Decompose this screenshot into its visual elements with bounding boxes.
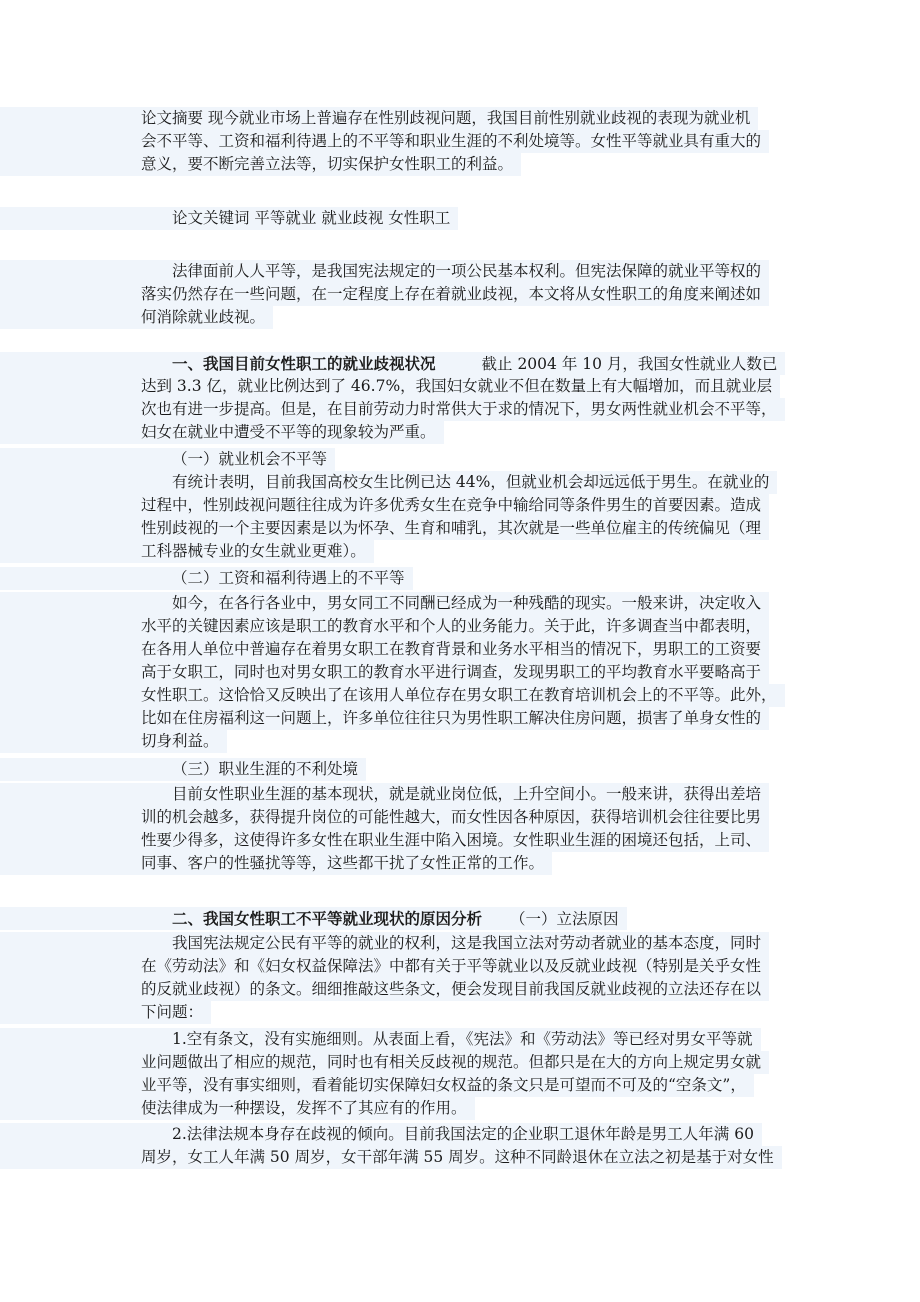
subsection1-title: （一）就业机会不平等 [0,448,335,471]
section1-line: 次也有进一步提高。但是，在目前劳动力时常供大于求的情况下，男女两性就业机会不平等， [0,398,785,421]
subsection1-line: 工科器械专业的女生就业更难）。 [0,540,374,563]
abstract-line: 意义，要不断完善立法等，切实保护女性职工的利益。 [0,153,521,176]
section2-line: 在《劳动法》和《妇女权益保障法》中都有关于平等就业以及反就业歧视（特别是关乎女性 [0,955,769,978]
intro-line: 何消除就业歧视。 [0,306,273,329]
section2-line: 我国宪法规定公民有平等的就业的权利，这是我国立法对劳动者就业的基本态度，同时 [0,932,769,955]
section1-title: 一、我国目前女性职工的就业歧视状况 [172,354,436,373]
subsection3-title: （三）职业生涯的不利处境 [0,758,366,781]
subsection2-line: 比如在住房福利这一问题上，许多单位往往只为男性职工解决住房问题，损害了单身女性的 [0,707,769,730]
abstract-line: 会不平等、工资和福利待遇上的不平等和职业生涯的不利处境等。女性平等就业具有重大的 [0,130,769,153]
point1-line: 业平等，没有事实细则，看着能切实保障妇女权益的条文只是可望而不可及的“空条文”， [0,1074,754,1097]
subsection2-line: 高于女职工，同时也对男女职工的教育水平进行调查，发现男职工的平均教育水平要略高于 [0,661,769,684]
subsection3-line: 目前女性职业生涯的基本现状，就是就业岗位低，上升空间小。一般来讲，获得出差培 [0,783,769,806]
intro-line: 落实仍然存在一些问题，在一定程度上存在着就业歧视，本文将从女性职工的角度来阐述如 [0,283,769,306]
section2-subtitle: （一）立法原因 [510,910,619,928]
section2-title: 二、我国女性职工不平等就业现状的原因分析 [172,909,483,928]
section1-heading-line [0,352,785,375]
subsection1-line: 过程中，性别歧视问题往往成为许多优秀女生在竞争中输给同等条件男生的首要因素。造成 [0,494,769,517]
keywords-line: 论文关键词 平等就业 就业歧视 女性职工 [0,207,458,230]
point1-line: 1.空有条文，没有实施细则。从表面上看，《宪法》和《劳动法》等已经对男女平等就 [0,1028,761,1051]
abstract-line: 论文摘要 现今就业市场上普遍存在性别歧视问题，我国目前性别就业歧视的表现为就业机 [0,107,758,130]
section1-lead: 截止 2004 年 10 月，我国女性就业人数已 [481,355,778,373]
subsection2-line: 切身利益。 [0,730,227,753]
subsection2-title: （二）工资和福利待遇上的不平等 [0,567,413,590]
section2-heading-line [0,907,627,930]
section2-line: 的反就业歧视）的条文。细细推敲这些条文，便会发现目前我国反就业歧视的立法还存在以 [0,978,769,1001]
section1-line: 妇女在就业中遭受不平等的现象较为严重。 [0,421,444,444]
subsection3-line: 同事、客户的性骚扰等等，这些都干扰了女性正常的工作。 [0,852,552,875]
point2-line: 周岁，女工人年满 50 周岁，女干部年满 55 周岁。这种不同龄退休在立法之初是基于对女性 [0,1146,782,1169]
section1-line: 达到 3.3 亿，就业比例达到了 46.7%，我国妇女就业不但在数量上有大幅增加，而且就业层 [0,375,780,398]
point1-line: 业问题做出了相应的规范，同时也有相关反歧视的规范。但都只是在大的方向上规定男女就 [0,1051,769,1074]
subsection2-line: 如今，在各行各业中，男女同工不同酬已经成为一种残酷的现实。一般来讲，决定收入 [0,592,769,615]
subsection2-line: 水平的关键因素应该是职工的教育水平和个人的业务能力。关于此，许多调查当中都表明， [0,615,769,638]
section2-line: 下问题： [0,1001,211,1024]
subsection2-line: 在各用人单位中普遍存在着男女职工在教育背景和业务水平相当的情况下，男职工的工资要 [0,638,769,661]
point1-line: 使法律成为一种摆设，发挥不了其应有的作用。 [0,1097,475,1120]
subsection1-line: 性别歧视的一个主要因素是以为怀孕、生育和哺乳，其次就是一些单位雇主的传统偏见（理 [0,517,769,540]
point2-line: 2.法律法规本身存在歧视的倾向。目前我国法定的企业职工退休年龄是男工人年满 60 [0,1123,762,1146]
intro-line: 法律面前人人平等，是我国宪法规定的一项公民基本权利。但宪法保障的就业平等权的 [0,260,769,283]
subsection3-line: 训的机会越多，获得提升岗位的可能性越大，而女性因各种原因，获得培训机会往往要比男 [0,806,769,829]
subsection1-line: 有统计表明，目前我国高校女生比例已达 44%，但就业机会却远远低于男生。在就业的 [0,471,777,494]
subsection3-line: 性要少得多，这使得许多女性在职业生涯中陷入困境。女性职业生涯的困境还包括，上司、 [0,829,769,852]
subsection2-line: 女性职工。这恰恰又反映出了在该用人单位存在男女职工在教育培训机会上的不平等。此外， [0,684,785,707]
